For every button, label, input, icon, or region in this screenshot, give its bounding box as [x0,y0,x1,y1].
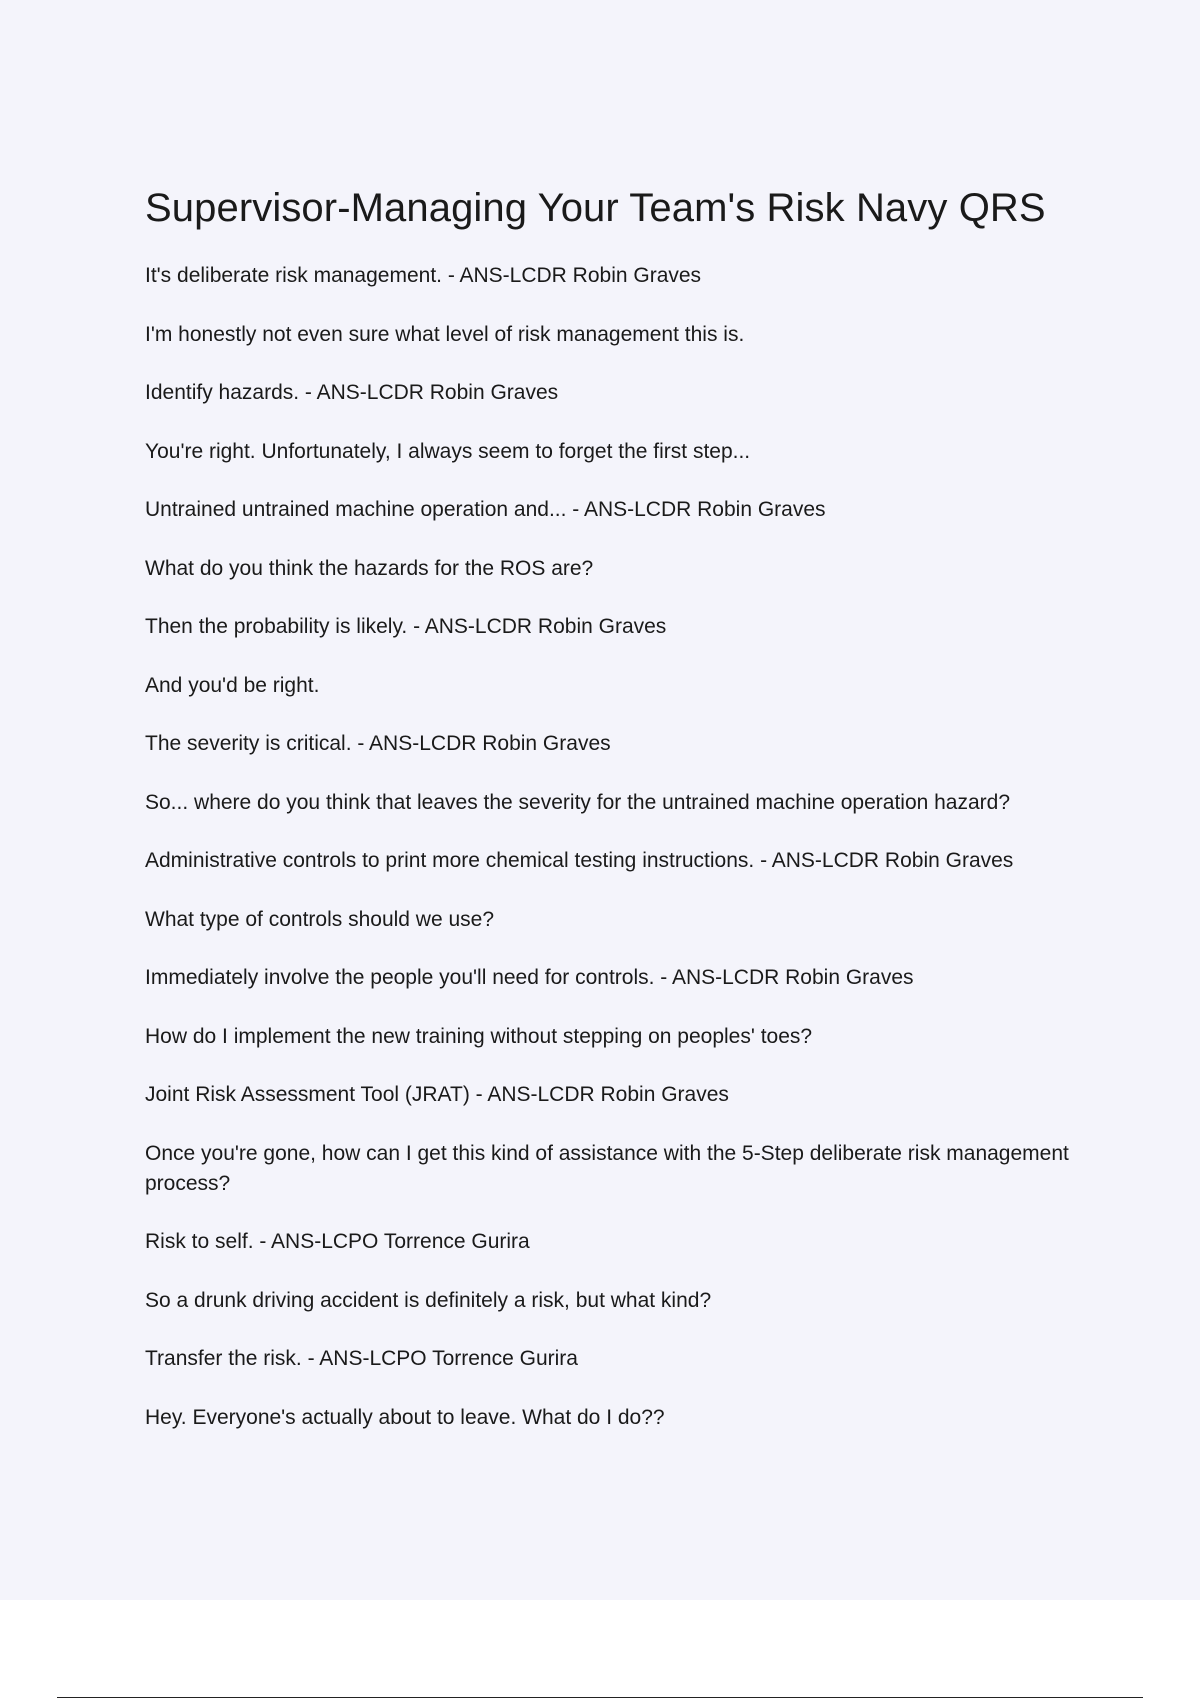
qa-line: So... where do you think that leaves the severity for the untrained machine operation hazard? [145,790,1011,814]
document-content [145,183,1085,1461]
qa-line: The severity is critical. - ANS-LCDR Robin Graves [145,732,611,755]
qa-line: Immediately involve the people you'll need for controls. - ANS-LCDR Robin Graves [145,966,914,989]
qa-lines [145,261,1085,1433]
qa-line: Once you're gone, how can I get this kind of assistance with the 5-Step deliberate risk management process? [145,1141,1069,1195]
qa-line: Untrained untrained machine operation and... - ANS-LCDR Robin Graves [145,498,826,521]
qa-line: So a drunk driving accident is definitely a risk, but what kind? [145,1288,712,1312]
qa-line: Then the probability is likely. - ANS-LCDR Robin Graves [145,615,667,638]
qa-line: Administrative controls to print more chemical testing instructions. - ANS-LCDR Robin Graves [145,849,1014,872]
qa-line: Transfer the risk. - ANS-LCPO Torrence Gurira [145,1347,578,1370]
footer-divider [57,1697,1143,1698]
document-title: Supervisor-Managing Your Team's Risk Navy QRS [145,186,1046,230]
qa-line: How do I implement the new training without stepping on peoples' toes? [145,1024,813,1048]
qa-line: Risk to self. - ANS-LCPO Torrence Gurira [145,1230,530,1253]
qa-line: Hey. Everyone's actually about to leave. What do I do?? [145,1405,665,1429]
qa-line: It's deliberate risk management. - ANS-LCDR Robin Graves [145,264,702,287]
qa-line: You're right. Unfortunately, I always seem to forget the first step... [145,439,751,463]
qa-line: What do you think the hazards for the ROS are? [145,556,594,580]
qa-line: Identify hazards. - ANS-LCDR Robin Graves [145,381,559,404]
qa-line: What type of controls should we use? [145,907,495,931]
qa-line: Joint Risk Assessment Tool (JRAT) - ANS-LCDR Robin Graves [145,1083,729,1106]
qa-line: And you'd be right. [145,673,320,697]
qa-line: I'm honestly not even sure what level of risk management this is. [145,322,745,346]
